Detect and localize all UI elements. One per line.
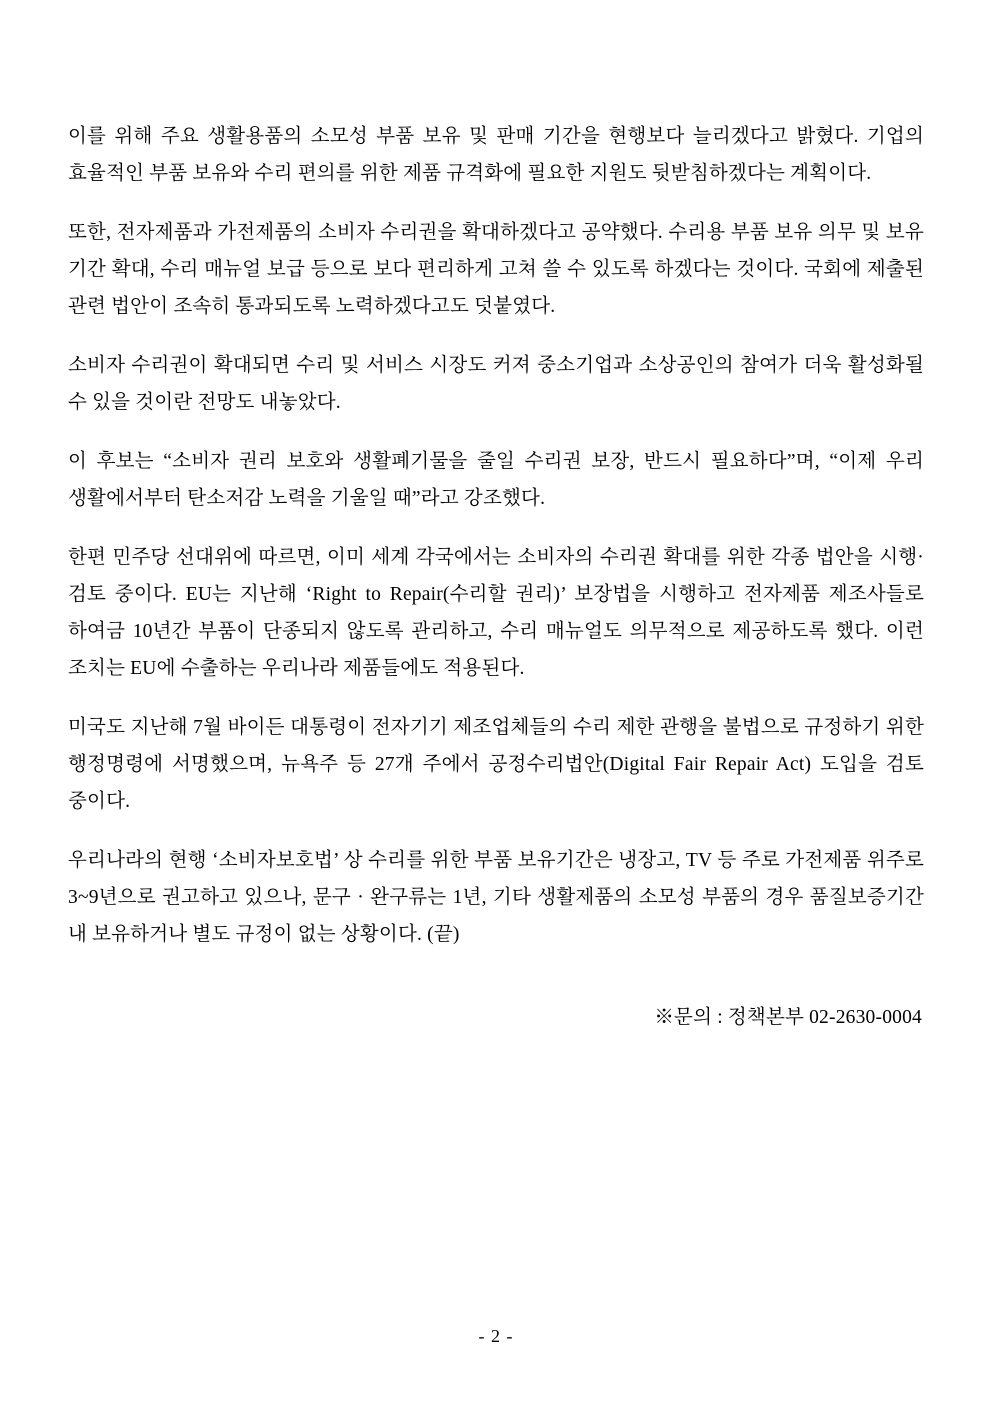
paragraph-7: 우리나라의 현행 ‘소비자보호법’ 상 수리를 위한 부품 보유기간은 냉장고, TV 등 주로 가전제품 위주로 3~9년으로 권고하고 있으나, 문구 · 완구류는 1년, 기타 생활제품의 소모성 부품의 경우 품질보증기간 내 보유하거나 별도 규정이 없는 상황이다. (끝) [68, 850, 924, 945]
page-number: - 2 - [478, 1326, 514, 1346]
paragraph-1: 이를 위해 주요 생활용품의 소모성 부품 보유 및 판매 기간을 현행보다 늘리겠다고 밝혔다. 기업의 효율적인 부품 보유와 수리 편의를 위한 제품 규격화에 필요한 지원도 뒷받침하겠다는 계획이다. [68, 126, 924, 184]
paragraph-5: 한편 민주당 선대위에 따르면, 이미 세계 각국에서는 소비자의 수리권 확대를 위한 각종 법안을 시행·검토 중이다. EU는 지난해 ‘Right to Repair(수리할 권리)’ 보장법을 시행하고 전자제품 제조사들로 하여금 10년간 부품이 단종되지 않도록 관리하고, 수리 매뉴얼도 의무적으로 제공하도록 했다. 이런 조치는 EU에 수출하는 우리나라 제품들에도 적용된다. [68, 547, 924, 679]
paragraph-4: 이 후보는 “소비자 권리 보호와 생활폐기물을 줄일 수리권 보장, 반드시 필요하다”며, “이제 우리 생활에서부터 탄소저감 노력을 기울일 때”라고 강조했다. [68, 451, 924, 509]
paragraph-3: 소비자 수리권이 확대되면 수리 및 서비스 시장도 커져 중소기업과 소상공인의 참여가 더욱 활성화될 수 있을 것이란 전망도 내놓았다. [68, 355, 924, 413]
document-body [68, 118, 924, 953]
paragraph-6: 미국도 지난해 7월 바이든 대통령이 전자기기 제조업체들의 수리 제한 관행을 불법으로 규정하기 위한 행정명령에 서명했으며, 뉴욕주 등 27개 주에서 공정수리법안(Digital Fair Repair Act) 도입을 검토 중이다. [68, 717, 924, 812]
paragraph-2: 또한, 전자제품과 가전제품의 소비자 수리권을 확대하겠다고 공약했다. 수리용 부품 보유 의무 및 보유 기간 확대, 수리 매뉴얼 보급 등으로 보다 편리하게 고쳐 쓸 수 있도록 하겠다는 것이다. 국회에 제출된 관련 법안이 조속히 통과되도록 노력하겠다고도 덧붙였다. [68, 222, 924, 317]
contact-line: ※문의 : 정책본부 02-2630-0004 [654, 1007, 922, 1028]
